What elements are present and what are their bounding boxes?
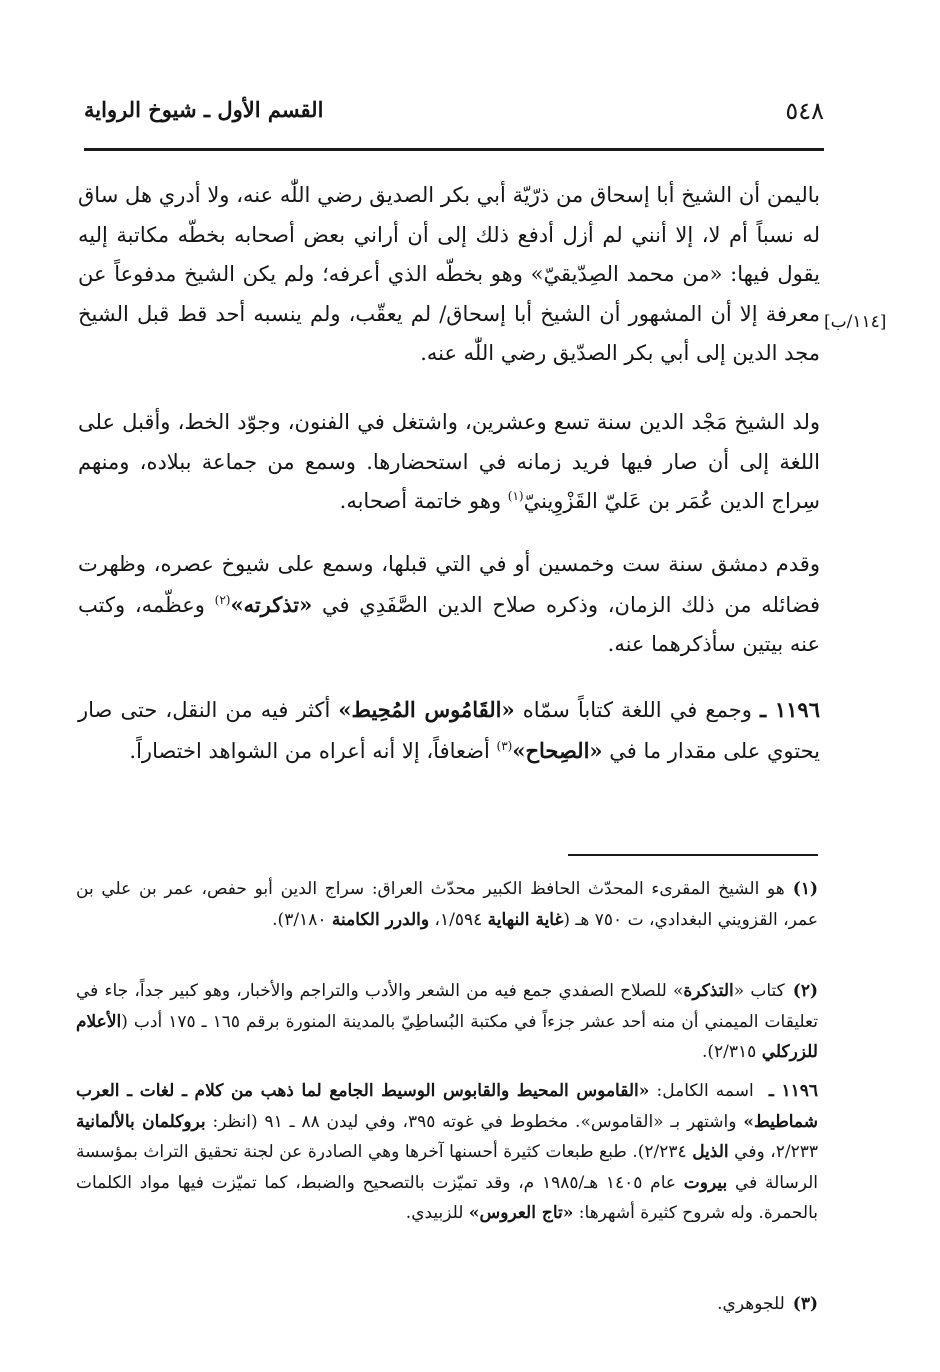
paragraph-text: وعظّمه، وكتب عنه بيتين سأذكرهما عنه. [78,592,820,656]
footnote-2 [76,976,818,1068]
body-paragraph-3 [78,545,820,665]
book-title: «الصِحاح» [512,737,603,763]
footnote-number: ١١٩٦ ـ [768,1081,818,1101]
footnote-text: ٢/٢٣٤). طبع طبعات كثيرة أحسنها آخرها وهي الصادرة عن لجنة تحقيق التراث بمؤسسة الرسالة في [76,1142,819,1193]
page-number: ٥٤٨ [785,97,824,125]
source-title: التذكرة [683,981,734,1001]
book-title: «القَامُوس المُحِيط» [338,697,515,722]
footnote-separator [568,854,818,856]
source-title: غاية النهاية [487,909,564,930]
paragraph-text: أضعافاً، إلا أنه أعراه من الشواهد اختصاراً. [129,738,497,763]
source-title: والدرر الكامنة [331,909,430,930]
footnote-text: واشتهر بـ «القاموس». مخطوط في غوته ٣٩٥، وفي ليدن ٨٨ ـ ٩١ (انظر: [205,1111,744,1132]
footnote-1 [76,874,818,935]
footnote-text: للجوهري. [717,1294,785,1314]
footnote-text: اسمه الكامل: [649,1081,761,1101]
footnote-text: عام ١٤٠٥ هـ/١٩٨٥ م، وقد تميّزت بالتصحيح والضبط، كما تميّزت فيها مواد الكلمات بالحمرة. وله شروح كثيرة أشهرها: [76,1172,818,1223]
paragraph-text: وجمع في اللغة كتاباً سمّاه [514,698,760,722]
footnote-ref-3: (٣) [496,738,513,753]
footnote-number: (٣) [792,1294,818,1314]
footnote-number: (٢) [792,981,818,1001]
footnote-text: هو الشيخ المقرىء المحدّث الحافظ الكبير محدّث العراق: سراج الدين أبو حفص، عمر بن علي بن عمر، القزويني البغدادي، ت ٧٥٠ هـ ( [76,879,818,930]
footnote-text: ١/٥٩٤، [429,909,488,930]
body-paragraph-1: باليمن أن الشيخ أبا إسحاق من ذرّيّة أبي بكر الصديق رضي اللّٰه عنه، ولا أدري هل ساق له نسباً أم لا، إلا أنني لم أزل أدفع ذلك إلى أن أراني بعض أصحابه بخطّه مكاتبة إليه يقول فيها: «من محمد الصِدّيقيّ» وهو بخطّه الذي أعرفه؛ ولم يكن الشيخ مدفوعاً عن معرفة إلا أن المشهور أن الشيخ أبا إسحاق/ لم يعقّب، ولم ينسبه أحد قط قبل الشيخ مجد الدين إلى أبي بكر الصدّيق رضي اللّٰه عنه. [78,183,820,365]
footnote-text: للزبيدي. [405,1203,469,1223]
footnote-ref-2: (٢) [214,592,231,607]
footnote-ref-1: (١) [507,489,524,503]
footnote-text: ٢/٢٣٣، وفي [728,1142,818,1162]
footnote-text: » للصلاح الصفدي جمع فيه من الشعر والأدب والتراجم والأخبار، وهو كبير جداً، جاء في تعليقات الميمني أن منه أحد عشر جزءاً في مكتبة البُساطِيّ بالمدينة المنورة برقم ١٦٥ ـ ١٧٥ أدب ( [76,981,818,1032]
book-title: «تذكرته» [230,591,313,617]
running-header [84,93,824,133]
source-title: الأعلام للزركلي [76,1011,818,1062]
source-title: الذيل [692,1142,729,1162]
place-name: بيروت [683,1172,728,1193]
footnote-text: كتاب « [733,981,785,1001]
paragraph-text: ولد الشيخ مَجْد الدين سنة تسع وعشرين، واشتغل في الفنون، وجوّد الخط، وأقبل على اللغة إلى أن صار فيها فريد زمانه في استحضارها. وسمع من جماعة ببلاده، ومنهم سِراج الدين عُمَر بن عَليّ القَزْوِينيّ [78,410,820,513]
source-title: بروكلمان بالألمانية [76,1111,206,1132]
source-title: «تاج العروس» [468,1203,574,1223]
header-rule [84,148,824,151]
paragraph-text: أكثر فيه من النقل، حتى صار يحتوي على مقدار ما في [78,698,820,763]
body-paragraph-2 [78,403,820,522]
entry-number: ١١٩٦ ـ [759,697,820,722]
manuscript-folio-marker: [١١٤/ب] [824,312,887,332]
body-paragraph-4 [78,690,820,771]
paragraph-text: وقدم دمشق سنة ست وخمسين أو في التي قبلها، وسمع على شيوخ عصره، وظهرت فضائله من ذلك الزمان، وذكره صلاح الدين الصَّفَدِي في [78,552,820,617]
footnote-text: ٢/٣١٥). [701,1042,762,1062]
footnote-3-ref [76,1289,818,1320]
footnote-number: (١) [792,879,818,899]
source-title: «القاموس المحيط والقابوس الوسيط الجامع لما ذهب من كلام ـ لغات ـ العرب شماطيط» [76,1081,819,1132]
running-title: القسم الأول ـ شيوخ الرواية [84,97,324,122]
footnote-3 [76,1076,818,1229]
footnote-text: ٣/١٨٠). [272,909,332,930]
paragraph-text: وهو خاتمة أصحابه. [339,489,508,513]
